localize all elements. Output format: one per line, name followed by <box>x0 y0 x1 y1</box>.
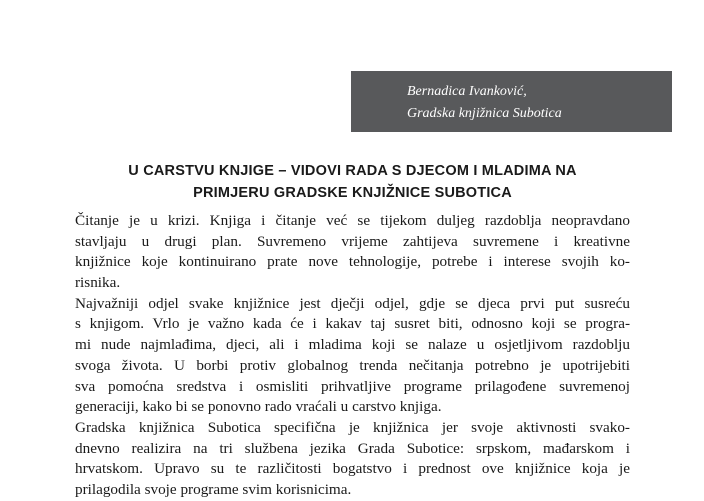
paper-title <box>75 160 630 204</box>
body-line: mi nude najmlađima, djeci, ali i mladima koji se nalaze u osjetljivom razdoblju <box>75 336 630 354</box>
title-line-2: PRIMJERU GRADSKE KNJIŽNICE SUBOTICA <box>193 185 512 201</box>
body-line: dnevno realizira na tri službena jezika Grada Subotice: srpskom, mađarskom i <box>75 439 630 457</box>
body-line: s knjigom. Vrlo je važno kada će i kakav taj susret biti, odnosno koji se progra- <box>75 315 630 333</box>
body-line: Čitanje je u krizi. Knjiga i čitanje već se tijekom duljeg razdoblja neopravdano <box>75 212 630 229</box>
body-line: risnika. <box>75 274 121 292</box>
body-line: generaciji, kako bi se ponovno rado vraćali u carstvo knjiga. <box>75 398 442 416</box>
body-line: stavljaju u drugi plan. Suvremeno vrijeme zahtijeva suvremene i kreativne <box>75 232 630 250</box>
body-line: Najvažniji odjel svake knjižnice jest dječji odjel, gdje se djeca prvi put susreću <box>75 294 630 312</box>
body-text <box>75 211 630 501</box>
body-line: prilagodila svoje programe svim korisnicima. <box>75 480 352 498</box>
body-line: hrvatskom. Upravo su te različitosti bogatstvo i prednost ove knjižnice koja je <box>75 460 630 478</box>
body-line: knjižnice koje kontinuirano prate nove tehnologije, potrebe i interese svojih ko- <box>75 253 630 271</box>
title-line-1: U CARSTVU KNJIGE – VIDOVI RADA S DJECOM I MLADIMA NA <box>128 163 577 179</box>
body-line: svoga života. U borbi protiv globalnog trenda nečitanja potrebno je upotrijebiti <box>75 356 630 374</box>
author-affiliation: Gradska knjižnica Subotica <box>407 106 562 121</box>
body-line: sva pomoćna sredstva i osmisliti prihvatljive programe prilagođene suvremenoj <box>75 377 630 395</box>
body-line: Gradska knjižnica Subotica specifična je knjižnica jer svoje aktivnosti svako- <box>75 418 630 436</box>
author-box <box>351 71 672 132</box>
author-name: Bernadica Ivanković, <box>407 84 527 99</box>
